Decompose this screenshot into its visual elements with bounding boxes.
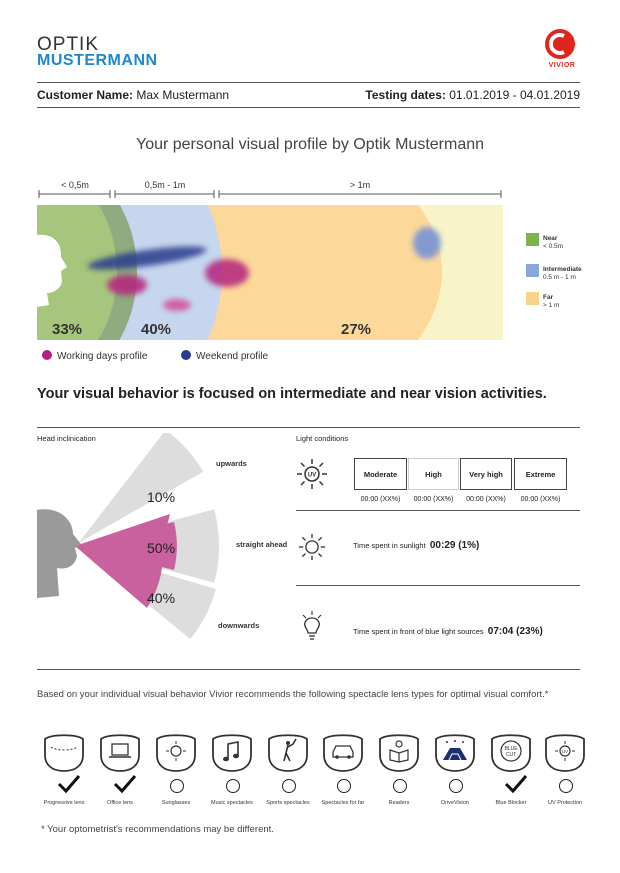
vivior-logo-icon bbox=[544, 28, 576, 60]
lens-type-label: Sunglasses bbox=[161, 800, 191, 806]
vivior-logo-text: VIVIOR bbox=[548, 62, 576, 69]
brand-line-1: OPTIK bbox=[37, 34, 100, 55]
testing-dates: Testing dates: 01.01.2019 - 04.01.2019 bbox=[365, 88, 580, 102]
checkmark-icon bbox=[113, 774, 137, 799]
lens-type-label: Progressive lens bbox=[43, 800, 85, 806]
divider bbox=[37, 107, 580, 108]
light-time-high: 00:00 (XX%) bbox=[413, 496, 454, 503]
lens-type-label: Music spectacles bbox=[211, 800, 253, 806]
legend-working-days: Working days profile bbox=[42, 350, 147, 362]
music-note-icon bbox=[210, 733, 254, 773]
svg-text:BLUE: BLUE bbox=[504, 746, 518, 752]
far-percentage: 27% bbox=[341, 321, 372, 338]
night-drive-icon bbox=[433, 733, 477, 773]
checkmark-icon bbox=[504, 774, 528, 799]
unchecked-circle-icon bbox=[449, 779, 463, 793]
svg-text:UV: UV bbox=[561, 749, 569, 754]
straight-percentage: 50% bbox=[147, 540, 176, 556]
intermediate-percentage: 40% bbox=[141, 321, 172, 338]
visual-profile-zones bbox=[37, 205, 505, 340]
unchecked-circle-icon bbox=[337, 779, 351, 793]
lens-type-label: Blue Blocker bbox=[495, 800, 527, 806]
lens-type-label: UV Protection bbox=[548, 800, 582, 806]
uv-icon bbox=[543, 733, 587, 773]
light-time-moderate: 00:00 (XX%) bbox=[360, 496, 401, 503]
laptop-icon bbox=[98, 733, 142, 773]
distance-far: > 1m bbox=[349, 180, 371, 190]
light-level-moderate: Moderate bbox=[354, 458, 407, 490]
divider bbox=[37, 427, 580, 428]
divider bbox=[296, 510, 580, 511]
car-icon bbox=[321, 733, 365, 773]
light-conditions-title: Light conditions bbox=[296, 434, 349, 443]
lens-type-label: Spectacles for far bbox=[321, 800, 365, 806]
near-swatch bbox=[526, 233, 539, 246]
svg-text:CUT: CUT bbox=[505, 752, 517, 758]
page-title: Your personal visual profile by Optik Mustermann bbox=[135, 136, 485, 153]
checkmark-icon bbox=[57, 774, 81, 799]
legend-far: Far > 1 m bbox=[543, 294, 560, 309]
head-inclination-chart bbox=[37, 433, 237, 663]
intermediate-swatch bbox=[526, 264, 539, 277]
light-level-very-high: Very high bbox=[460, 458, 512, 490]
sun-icon bbox=[154, 733, 198, 773]
unchecked-circle-icon bbox=[170, 779, 184, 793]
light-time-very-high: 00:00 (XX%) bbox=[466, 496, 506, 503]
blue-light-time: Time spent in front of blue light sources 07:04 (23%) bbox=[353, 626, 543, 637]
head-inclination-title: Head inclinication bbox=[37, 434, 96, 443]
svg-text:UV: UV bbox=[307, 472, 317, 479]
golfer-icon bbox=[266, 733, 310, 773]
customer-name: Customer Name: Max Mustermann bbox=[37, 88, 230, 102]
light-level-extreme: Extreme bbox=[514, 458, 567, 490]
reader-icon bbox=[377, 733, 421, 773]
unchecked-circle-icon bbox=[282, 779, 296, 793]
sun-icon bbox=[298, 533, 326, 561]
recommendation-text: Based on your individual visual behavior Vivior recommends the following spectacle lens types for optimal visual comfort.* bbox=[37, 689, 549, 700]
straight-ahead-label: straight ahead bbox=[236, 540, 288, 549]
near-percentage: 33% bbox=[52, 321, 83, 338]
lens-type-label: DriveVision bbox=[441, 800, 469, 806]
divider bbox=[37, 669, 580, 670]
footnote: * Your optometrist's recommendations may be different. bbox=[41, 824, 274, 835]
light-time-extreme: 00:00 (XX%) bbox=[520, 496, 561, 503]
distance-intermediate: 0,5m - 1m bbox=[144, 180, 186, 190]
legend-near: Near < 0.5m bbox=[543, 235, 564, 250]
divider bbox=[296, 585, 580, 586]
light-level-high: High bbox=[408, 458, 459, 490]
legend-weekend: Weekend profile bbox=[181, 350, 268, 362]
brand-line-2: MUSTERMANN bbox=[37, 52, 158, 69]
unchecked-circle-icon bbox=[393, 779, 407, 793]
distance-near: < 0,5m bbox=[61, 180, 89, 190]
unchecked-circle-icon bbox=[559, 779, 573, 793]
lens-type-label: Office lens bbox=[107, 800, 133, 806]
unchecked-circle-icon bbox=[226, 779, 240, 793]
divider bbox=[37, 82, 580, 83]
far-swatch bbox=[526, 292, 539, 305]
progressive-icon bbox=[42, 733, 86, 773]
blue-cut-icon bbox=[489, 733, 533, 773]
lens-type-label: Sports spectacles bbox=[266, 800, 310, 806]
legend-intermediate: Intermediate 0.5 m - 1 m bbox=[543, 266, 582, 281]
downwards-percentage: 40% bbox=[147, 590, 176, 606]
uv-sun-icon bbox=[296, 458, 328, 490]
downwards-label: downwards bbox=[218, 621, 260, 630]
light-bulb-icon bbox=[300, 610, 324, 642]
upwards-label: upwards bbox=[216, 459, 247, 468]
summary-headline: Your visual behavior is focused on intermediate and near vision activities. bbox=[37, 386, 547, 402]
sunlight-time: Time spent in sunlight 00:29 (1%) bbox=[353, 540, 480, 551]
lens-type-label: Readers bbox=[388, 800, 410, 806]
upwards-percentage: 10% bbox=[147, 489, 176, 505]
